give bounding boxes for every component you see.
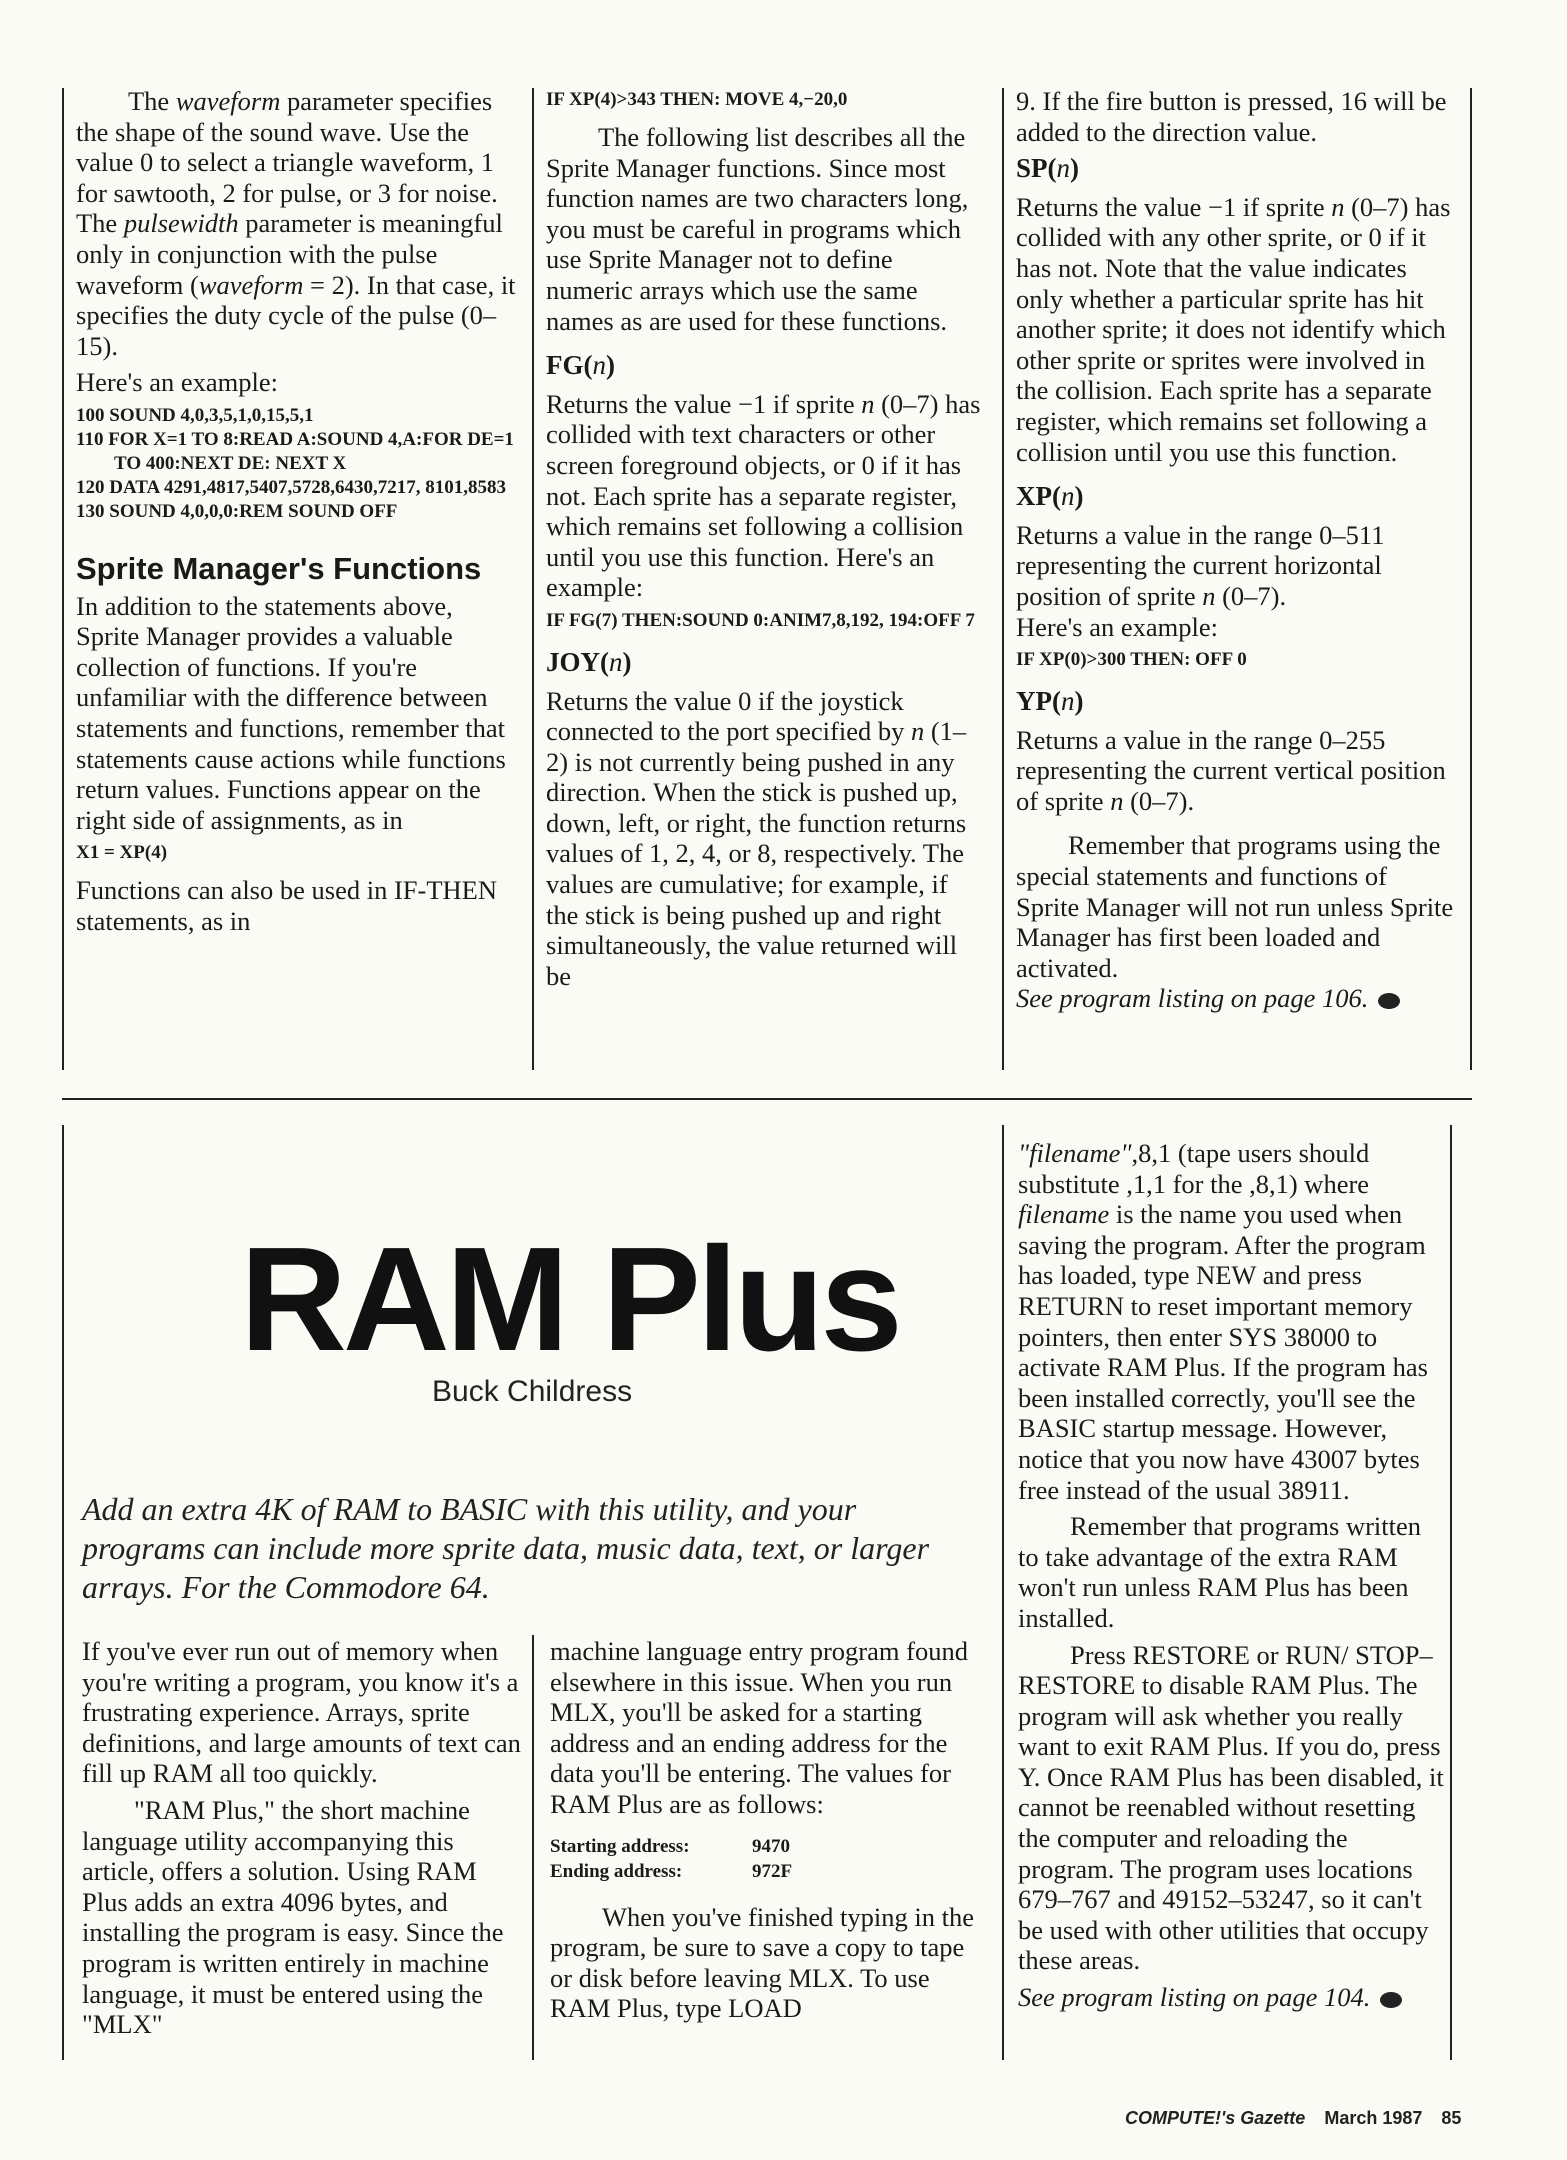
address-table bbox=[550, 1834, 990, 1884]
program-listing-ref-2: See program listing on page 104. bbox=[1018, 1982, 1444, 2013]
save-paragraph: When you've finished typing in the program, be sure to save a copy to tape or disk before leaving MLX. To use RAM Plus, type LOAD bbox=[550, 1901, 975, 2024]
column-rule-left-top bbox=[62, 88, 64, 1070]
xp-code: IF XP(0)>300 THEN: OFF 0 bbox=[1016, 649, 1247, 671]
code-line: 110 FOR X=1 TO 8:READ A:SOUND 4,A:FOR DE=1 TO 400:NEXT DE: NEXT X bbox=[76, 428, 514, 474]
start-address-row: Starting address: 9470 bbox=[550, 1835, 790, 1857]
bottom-column-2 bbox=[550, 1636, 990, 2030]
fg-function-heading: FG(n) bbox=[546, 350, 615, 381]
column-rule-2-bottom bbox=[532, 1635, 534, 2060]
sp-function-heading: SP(n) bbox=[1016, 153, 1079, 184]
page-footer bbox=[1125, 2108, 1475, 2129]
article-author: Buck Childress bbox=[432, 1375, 633, 1408]
column-rule-left-bottom bbox=[62, 1125, 64, 2060]
mlx-paragraph: machine language entry program found elsewhere in this issue. When you run MLX, you'll be asked for a starting address and an ending address for the data you'll be entering. The values for RAM Plus are as follows: bbox=[550, 1636, 968, 1819]
xp-description: Returns a value in the range 0–511 representing the current horizontal position of sprite n (0–7). bbox=[1016, 519, 1385, 611]
joy-function-heading: JOY(n) bbox=[546, 646, 632, 677]
functions-paragraph: In addition to the statements above, Sprite Manager provides a valuable collection of functions. If you're unfamiliar with the difference between statements and functions, remember that statements cause actions while functions return values. Functions appear on the right side of assignments, as in bbox=[76, 590, 506, 835]
remember-paragraph: Remember that programs written to take advantage of the extra RAM won't run unless RAM Plus has been installed. bbox=[1018, 1511, 1422, 1633]
sound-code-listing bbox=[76, 404, 516, 524]
end-address-row: Ending address: 972F bbox=[550, 1860, 793, 1882]
yp-function-heading: YP(n) bbox=[1016, 686, 1084, 717]
sp-description: Returns the value −1 if sprite n (0–7) has collided with any other sprite, or 0 if it has not. Note that the value indicates only whether a particular sprite has hit another sprite; it does not identify which other sprite or sprites were involved in the collision. Each sprite has a separate register, which remains set following a collision until you use this function. bbox=[1016, 191, 1451, 467]
program-listing-ref: See program listing on page 106. bbox=[1016, 983, 1456, 1014]
if-then-paragraph: Functions can also be used in IF-THEN statements, as in bbox=[76, 875, 497, 936]
section-heading: Sprite Manager's Functions bbox=[76, 550, 482, 586]
column-rule-right-top bbox=[1470, 88, 1472, 1070]
closing-paragraph: Remember that programs using the special statements and functions of Sprite Manager will not run unless Sprite Manager has first been loaded and activated. bbox=[1016, 830, 1454, 983]
if-then-code: IF XP(4)>343 THEN: MOVE 4,−20,0 bbox=[546, 89, 848, 110]
fg-description: Returns the value −1 if sprite n (0–7) has collided with text characters or other screen foreground objects, or 0 if it has not. Each sprite has a separate register, which remains set following a collision until you use this function. Here's an example: bbox=[546, 388, 981, 603]
xp-example-intro: Here's an example: bbox=[1016, 611, 1218, 642]
end-mark-icon bbox=[1380, 1992, 1402, 2008]
top-column-3 bbox=[1016, 86, 1456, 1020]
function-list-intro: The following list describes all the Sprite Manager functions. Since most function names are two characters long, you must be careful in programs which use Sprite Manager not to define numeric arrays which use the same names as are used for these functions. bbox=[546, 122, 969, 336]
column-rule-2-top bbox=[1002, 88, 1004, 1070]
example-intro: Here's an example: bbox=[76, 367, 278, 398]
issue-date: March 1987 bbox=[1324, 2108, 1423, 2128]
end-mark-icon bbox=[1378, 993, 1400, 1009]
joy-description: Returns the value 0 if the joystick connected to the port specified by n (1–2) is not currently being pushed in any direction. When the stick is pushed up, down, left, or right, the function returns values of 1, 2, 4, or 8, respectively. The values are cumulative; for example, if the stick is being pushed up and right simultaneously, the value returned will be bbox=[546, 685, 967, 991]
yp-description: Returns a value in the range 0–255 representing the current vertical position of sprite n (0–7). bbox=[1016, 724, 1446, 816]
xp-function-heading: XP(n) bbox=[1016, 481, 1084, 512]
bottom-column-1 bbox=[82, 1636, 522, 2046]
article-deck: Add an extra 4K of RAM to BASIC with this utility, and your programs can include more sprite data, music data, text, or larger arrays. For the Commodore 64. bbox=[82, 1491, 930, 1605]
page-number: 85 bbox=[1441, 2108, 1462, 2128]
solution-paragraph: "RAM Plus," the short machine language utility accompanying this article, offers a solution. Using RAM Plus adds an extra 4096 bytes, and installing the program is easy. Since the program is written entirely in machine language, it must be entered using the "MLX" bbox=[82, 1794, 504, 2040]
column-rule-1-top bbox=[532, 88, 534, 1070]
code-line: 100 SOUND 4,0,3,5,1,0,15,5,1 bbox=[76, 404, 314, 426]
disable-paragraph: Press RESTORE or RUN/ STOP–RESTORE to disable RAM Plus. The program will ask whether you really want to exit RAM Plus. If you do, press Y. Once RAM Plus has been disabled, it cannot be reenabled without resetting the computer and reloading the program. The program uses locations 679–767 and 49152–53247, so it can't be used with other utilities that occupy these areas. bbox=[1018, 1639, 1444, 1976]
intro-paragraph: If you've ever run out of memory when you're writing a program, you know it's a frustrating experience. Arrays, sprite definitions, and large amounts of text can fill up RAM all too quickly. bbox=[82, 1636, 521, 1789]
assignment-code: X1 = XP(4) bbox=[76, 842, 168, 864]
fire-button-text: 9. If the fire button is pressed, 16 will be added to the direction value. bbox=[1016, 86, 1447, 147]
bottom-column-3 bbox=[1018, 1138, 1444, 2019]
code-line: 120 DATA 4291,4817,5407,5728,6430,7217, 8101,8583 bbox=[76, 476, 506, 498]
section-divider bbox=[62, 1098, 1472, 1100]
column-rule-right-bottom bbox=[1450, 1125, 1452, 2060]
fg-code: IF FG(7) THEN:SOUND 0:ANIM7,8,192, 194:OFF 7 bbox=[546, 609, 975, 631]
code-line: 130 SOUND 4,0,0,0:REM SOUND OFF bbox=[76, 500, 398, 522]
article-title: RAM Plus bbox=[240, 1217, 899, 1382]
column-rule-3-bottom bbox=[1002, 1125, 1004, 2060]
publication-name: COMPUTE!'s Gazette bbox=[1125, 2108, 1306, 2128]
top-column-2 bbox=[546, 86, 986, 997]
waveform-paragraph: The waveform parameter specifies the shape of the sound wave. Use the value 0 to select a triangle waveform, 1 for sawtooth, 2 for pulse, or 3 for noise. The pulsewidth parameter is meaningful only in conjunction with the pulse waveform (waveform = 2). In that case, it specifies the duty cycle of the pulse (0–15). bbox=[76, 86, 516, 361]
load-paragraph: "filename",8,1 (tape users should substitute ,1,1 for the ,8,1) where filename is the name you used when saving the program. After the program has loaded, type NEW and press RETURN to reset important memory pointers, then enter SYS 38000 to activate RAM Plus. If the program has been installed correctly, you'll see the BASIC startup message. However, notice that you now have 43007 bytes free instead of the usual 38911. bbox=[1018, 1138, 1428, 1505]
top-column-1 bbox=[76, 86, 516, 942]
